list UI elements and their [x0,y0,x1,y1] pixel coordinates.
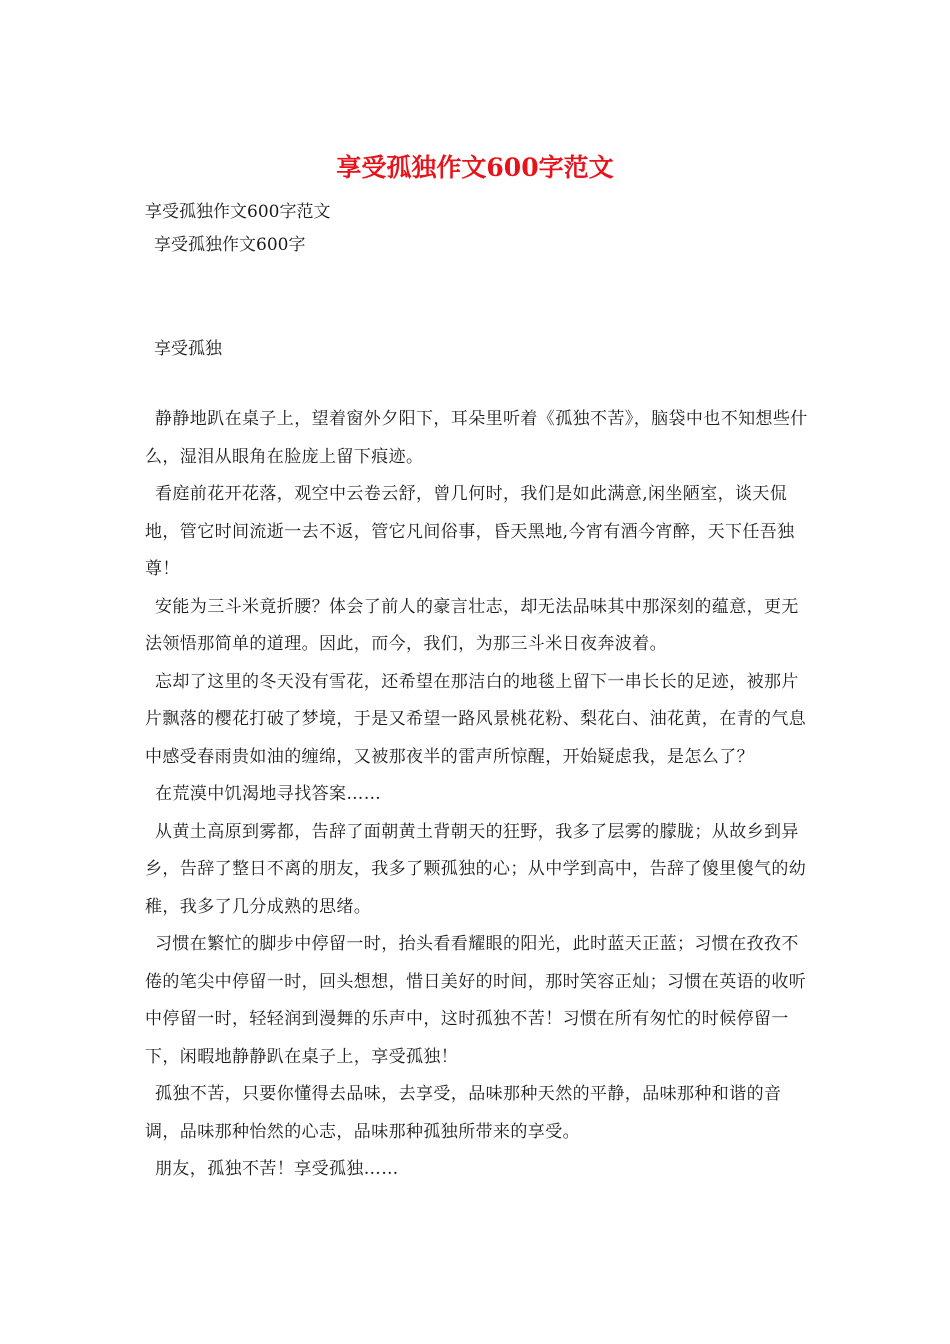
paragraph: 看庭前花开花落，观空中云卷云舒，曾几何时，我们是如此满意,闲坐陋室，谈天侃地，管它时间流逝一去不返，管它凡间俗事，昏天黑地,今宵有酒今宵醉，天下任吾独尊！ [145,484,795,579]
paragraph: 在荒漠中饥渴地寻找答案…… [155,784,382,804]
paragraph: 孤独不苦，只要你懂得去品味，去享受，品味那种天然的平静，品味那种和谐的音调，品味那种怡然的心志，品味那种孤独所带来的享受。 [145,1084,782,1142]
document-subtitle-secondary: 享受孤独作文600字 [154,235,306,255]
paragraph: 忘却了这里的冬天没有雪花，还希望在那洁白的地毯上留下一串长长的足迹，被那片片飘落的樱花打破了梦境，于是又希望一路风景桃花粉、梨花白、油花黄，在青的气息中感受春雨贵如油的缠绵，又被那夜半的雷声所惊醒，开始疑虑我，是怎么了？ [145,671,807,767]
document-subtitle: 享受孤独作文600字范文 [145,202,331,222]
document-title: 享受孤独作文600字范文 [336,153,614,182]
paragraph: 静静地趴在桌子上，望着窗外夕阳下，耳朵里听着《孤独不苦》，脑袋中也不知想些什么，湿泪从眼角在脸庞上留下痕迹。 [145,409,808,467]
paragraph: 从黄土高原到雾都，告辞了面朝黄土背朝天的狂野，我多了层雾的朦胧；从故乡到异乡，告辞了整日不离的朋友，我多了颗孤独的心；从中学到高中，告辞了傻里傻气的幼稚，我多了几分成熟的思绪。 [145,821,807,917]
essay-body [145,401,813,1189]
paragraph: 习惯在繁忙的脚步中停留一时，抬头看看耀眼的阳光，此时蓝天正蓝；习惯在孜孜不倦的笔尖中停留一时，回头想想，惜日美好的时间，那时笑容正灿；习惯在英语的收听中停留一时，轻轻润到漫舞的乐声中，这时孤独不苦！习惯在所有匆忙的时候停留一下，闲暇地静静趴在桌子上，享受孤独！ [145,934,807,1067]
essay-heading: 享受孤独 [154,339,222,359]
paragraph: 朋友，孤独不苦！享受孤独…… [155,1159,399,1179]
paragraph: 安能为三斗米竟折腰？体会了前人的豪言壮志，却无法品味其中那深刻的蕴意，更无法领悟那简单的道理。因此，而今，我们，为那三斗米日夜奔波着。 [145,596,799,654]
